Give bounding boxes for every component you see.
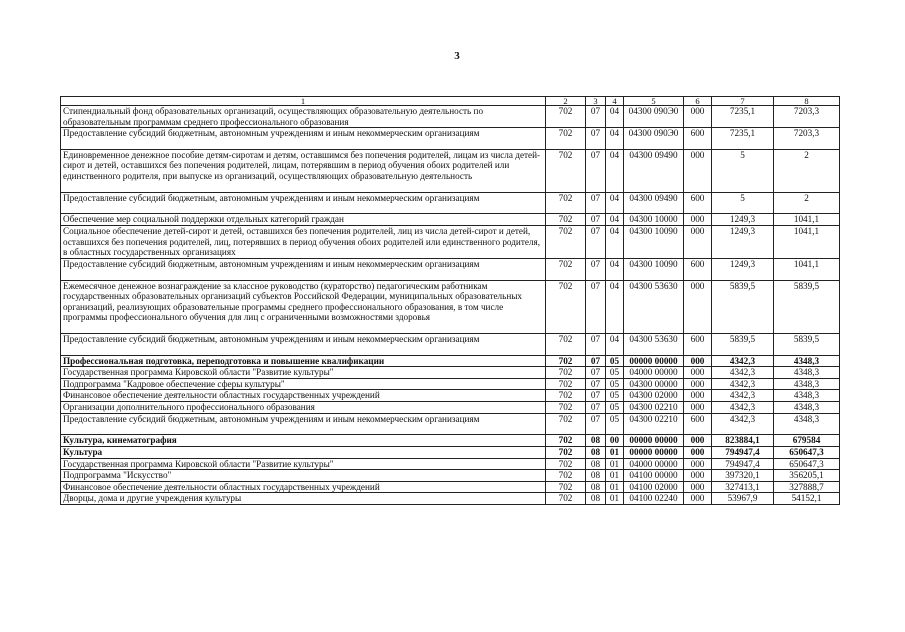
row-section-cell: 07 (586, 402, 606, 414)
row-value-2-cell: 7203,3 (774, 128, 840, 150)
row-target-cell: 00000 00000 (624, 446, 684, 458)
row-name-cell: Предоставление субсидий бюджетным, автономным учреждениям и иным некоммерческим организациям (61, 413, 546, 435)
row-section-cell: 07 (586, 149, 606, 192)
row-value-1-cell: 7235,1 (712, 106, 774, 128)
table-row (61, 355, 840, 367)
row-name-cell: Организации дополнительного профессионального образования (61, 402, 546, 414)
row-target-cell: 04300 00000 (624, 378, 684, 390)
row-subsection-cell: 04 (606, 280, 624, 334)
row-target-cell: 04300 10090 (624, 226, 684, 259)
row-kind-cell: 600 (684, 128, 712, 150)
row-section-cell: 08 (586, 435, 606, 447)
row-subsection-cell: 04 (606, 106, 624, 128)
row-value-1-cell: 4342,3 (712, 367, 774, 379)
row-code-cell: 702 (546, 470, 586, 482)
table-row (61, 106, 840, 128)
row-section-cell: 07 (586, 128, 606, 150)
row-kind-cell: 000 (684, 390, 712, 402)
row-kind-cell: 000 (684, 367, 712, 379)
row-name-cell: Культура, кинематография (61, 435, 546, 447)
row-value-2-cell: 7203,3 (774, 106, 840, 128)
row-value-1-cell: 53967,9 (712, 493, 774, 505)
row-kind-cell: 000 (684, 470, 712, 482)
table-row (61, 493, 840, 505)
row-value-1-cell: 5 (712, 149, 774, 192)
row-code-cell: 702 (546, 367, 586, 379)
row-kind-cell: 000 (684, 402, 712, 414)
row-kind-cell: 000 (684, 226, 712, 259)
row-kind-cell: 000 (684, 458, 712, 470)
row-kind-cell: 600 (684, 334, 712, 356)
row-value-2-cell: 650647,3 (774, 458, 840, 470)
row-target-cell: 00000 00000 (624, 435, 684, 447)
row-value-2-cell: 5839,5 (774, 334, 840, 356)
column-header: 8 (774, 97, 840, 106)
row-value-2-cell: 1041,1 (774, 214, 840, 226)
row-value-2-cell: 4348,3 (774, 378, 840, 390)
row-value-1-cell: 4342,3 (712, 402, 774, 414)
row-section-cell: 07 (586, 226, 606, 259)
row-value-2-cell: 327888,7 (774, 481, 840, 493)
row-code-cell: 702 (546, 446, 586, 458)
row-section-cell: 08 (586, 470, 606, 482)
row-subsection-cell: 05 (606, 367, 624, 379)
table-row (61, 446, 840, 458)
row-kind-cell: 000 (684, 481, 712, 493)
row-name-cell: Ежемесячное денежное вознаграждение за классное руководство (кураторство) педагогическим работникам государственных образовательных организаций субъектов Российской Федерации, муниципальных образовательных организаций, реализующих образовательные программы среднего профессионального образования, в том числе программы профессионального обучения для лиц с ограниченными возможностями здоровья (61, 280, 546, 334)
row-code-cell: 702 (546, 128, 586, 150)
row-name-cell: Предоставление субсидий бюджетным, автономным учреждениям и иным некоммерческим организациям (61, 334, 546, 356)
row-section-cell: 07 (586, 214, 606, 226)
row-value-1-cell: 823884,1 (712, 435, 774, 447)
row-target-cell: 04300 53630 (624, 334, 684, 356)
header-row (61, 97, 840, 106)
row-code-cell: 702 (546, 435, 586, 447)
row-target-cell: 04300 10090 (624, 258, 684, 280)
row-value-2-cell: 650647,3 (774, 446, 840, 458)
table-row (61, 435, 840, 447)
row-name-cell: Подпрограмма "Искусство" (61, 470, 546, 482)
row-subsection-cell: 05 (606, 413, 624, 435)
row-section-cell: 07 (586, 334, 606, 356)
row-target-cell: 00000 00000 (624, 355, 684, 367)
row-subsection-cell: 04 (606, 128, 624, 150)
table-row (61, 378, 840, 390)
row-code-cell: 702 (546, 214, 586, 226)
row-value-1-cell: 397320,1 (712, 470, 774, 482)
row-subsection-cell: 04 (606, 192, 624, 214)
row-kind-cell: 000 (684, 435, 712, 447)
row-subsection-cell: 04 (606, 258, 624, 280)
row-value-1-cell: 794947,4 (712, 446, 774, 458)
row-code-cell: 702 (546, 493, 586, 505)
row-kind-cell: 000 (684, 106, 712, 128)
row-code-cell: 702 (546, 378, 586, 390)
row-value-2-cell: 4348,3 (774, 413, 840, 435)
row-name-cell: Подпрограмма "Кадровое обеспечение сферы культуры" (61, 378, 546, 390)
table-row (61, 149, 840, 192)
row-subsection-cell: 01 (606, 481, 624, 493)
row-code-cell: 702 (546, 149, 586, 192)
row-kind-cell: 600 (684, 192, 712, 214)
row-target-cell: 04100 02000 (624, 481, 684, 493)
table-row (61, 367, 840, 379)
row-subsection-cell: 04 (606, 226, 624, 259)
row-value-2-cell: 4348,3 (774, 355, 840, 367)
column-header: 2 (546, 97, 586, 106)
row-section-cell: 07 (586, 258, 606, 280)
row-target-cell: 04300 09490 (624, 149, 684, 192)
row-value-1-cell: 5839,5 (712, 334, 774, 356)
row-subsection-cell: 04 (606, 214, 624, 226)
row-section-cell: 07 (586, 280, 606, 334)
row-subsection-cell: 01 (606, 458, 624, 470)
row-kind-cell: 600 (684, 413, 712, 435)
column-header: 6 (684, 97, 712, 106)
column-header: 4 (606, 97, 624, 106)
row-subsection-cell: 05 (606, 402, 624, 414)
row-subsection-cell: 05 (606, 355, 624, 367)
row-code-cell: 702 (546, 355, 586, 367)
row-target-cell: 04300 10000 (624, 214, 684, 226)
row-kind-cell: 000 (684, 378, 712, 390)
row-value-1-cell: 1249,3 (712, 226, 774, 259)
row-subsection-cell: 04 (606, 334, 624, 356)
row-target-cell: 04300 02210 (624, 402, 684, 414)
row-target-cell: 04300 090Э0 (624, 128, 684, 150)
table-row (61, 192, 840, 214)
row-section-cell: 07 (586, 390, 606, 402)
row-subsection-cell: 04 (606, 149, 624, 192)
row-section-cell: 08 (586, 446, 606, 458)
row-value-2-cell: 5839,5 (774, 280, 840, 334)
row-value-1-cell: 4342,3 (712, 390, 774, 402)
row-name-cell: Культура (61, 446, 546, 458)
row-code-cell: 702 (546, 481, 586, 493)
row-name-cell: Предоставление субсидий бюджетным, автономным учреждениям и иным некоммерческим организациям (61, 128, 546, 150)
table-row (61, 390, 840, 402)
row-target-cell: 04300 02000 (624, 390, 684, 402)
row-target-cell: 04300 090Э0 (624, 106, 684, 128)
row-target-cell: 04300 09490 (624, 192, 684, 214)
row-value-2-cell: 356205,1 (774, 470, 840, 482)
row-value-2-cell: 679584 (774, 435, 840, 447)
row-target-cell: 04100 00000 (624, 470, 684, 482)
row-kind-cell: 000 (684, 355, 712, 367)
row-value-1-cell: 1249,3 (712, 258, 774, 280)
row-name-cell: Социальное обеспечение детей-сирот и детей, оставшихся без попечения родителей, лиц из числа детей-сирот и детей, оставшихся без попечения родителей, лиц, потерявших в период обучения обоих родителей или единственного родителя, в областных государственных организациях (61, 226, 546, 259)
row-code-cell: 702 (546, 192, 586, 214)
row-section-cell: 08 (586, 493, 606, 505)
row-name-cell: Дворцы, дома и другие учреждения культуры (61, 493, 546, 505)
row-section-cell: 07 (586, 192, 606, 214)
budget-table (60, 96, 840, 505)
row-code-cell: 702 (546, 402, 586, 414)
row-code-cell: 702 (546, 226, 586, 259)
row-name-cell: Финансовое обеспечение деятельности областных государственных учреждений (61, 481, 546, 493)
row-code-cell: 702 (546, 413, 586, 435)
row-name-cell: Предоставление субсидий бюджетным, автономным учреждениям и иным некоммерческим организациям (61, 192, 546, 214)
row-code-cell: 702 (546, 334, 586, 356)
row-code-cell: 702 (546, 280, 586, 334)
table-row (61, 334, 840, 356)
row-value-1-cell: 794947,4 (712, 458, 774, 470)
row-value-1-cell: 327413,1 (712, 481, 774, 493)
row-value-2-cell: 1041,1 (774, 258, 840, 280)
row-value-1-cell: 4342,3 (712, 378, 774, 390)
row-value-2-cell: 54152,1 (774, 493, 840, 505)
row-section-cell: 07 (586, 413, 606, 435)
row-value-2-cell: 4348,3 (774, 367, 840, 379)
row-code-cell: 702 (546, 106, 586, 128)
row-section-cell: 08 (586, 458, 606, 470)
row-target-cell: 04000 00000 (624, 458, 684, 470)
table-row (61, 413, 840, 435)
row-code-cell: 702 (546, 458, 586, 470)
table-row (61, 470, 840, 482)
table-row (61, 481, 840, 493)
row-target-cell: 04000 00000 (624, 367, 684, 379)
row-subsection-cell: 01 (606, 470, 624, 482)
row-name-cell: Финансовое обеспечение деятельности областных государственных учреждений (61, 390, 546, 402)
row-code-cell: 702 (546, 390, 586, 402)
column-header: 1 (61, 97, 546, 106)
row-name-cell: Единовременное денежное пособие детям-сиротам и детям, оставшимся без попечения родителей, лицам из числа детей-сирот и детей, оставшихся без попечения родителей, лицам, потерявшим в период обучения обоих родителей или единственного родителя, при выпуске из организаций, осуществляющих образовательную деятельность (61, 149, 546, 192)
row-value-1-cell: 4342,3 (712, 413, 774, 435)
table-row (61, 280, 840, 334)
row-value-1-cell: 7235,1 (712, 128, 774, 150)
row-kind-cell: 000 (684, 214, 712, 226)
table-row (61, 226, 840, 259)
row-value-2-cell: 4348,3 (774, 390, 840, 402)
row-section-cell: 07 (586, 106, 606, 128)
row-target-cell: 04300 53630 (624, 280, 684, 334)
row-target-cell: 04300 02210 (624, 413, 684, 435)
row-value-2-cell: 4348,3 (774, 402, 840, 414)
row-name-cell: Стипендиальный фонд образовательных организаций, осуществляющих образовательную деятельность по образовательным программам среднего профессионального образования (61, 106, 546, 128)
table-row (61, 128, 840, 150)
column-header: 7 (712, 97, 774, 106)
row-subsection-cell: 01 (606, 446, 624, 458)
row-value-2-cell: 2 (774, 149, 840, 192)
row-name-cell: Предоставление субсидий бюджетным, автономным учреждениям и иным некоммерческим организациям (61, 258, 546, 280)
page-number: 3 (454, 50, 460, 62)
row-name-cell: Обеспечение мер социальной поддержки отдельных категорий граждан (61, 214, 546, 226)
table-row (61, 214, 840, 226)
row-value-2-cell: 2 (774, 192, 840, 214)
row-value-1-cell: 5839,5 (712, 280, 774, 334)
row-name-cell: Государственная программа Кировской области "Развитие культуры" (61, 458, 546, 470)
table-row (61, 402, 840, 414)
row-value-1-cell: 5 (712, 192, 774, 214)
row-kind-cell: 000 (684, 149, 712, 192)
row-value-2-cell: 1041,1 (774, 226, 840, 259)
row-kind-cell: 000 (684, 280, 712, 334)
row-section-cell: 07 (586, 378, 606, 390)
row-subsection-cell: 05 (606, 378, 624, 390)
row-section-cell: 07 (586, 367, 606, 379)
row-section-cell: 08 (586, 481, 606, 493)
row-target-cell: 04100 02240 (624, 493, 684, 505)
row-kind-cell: 600 (684, 258, 712, 280)
column-header: 5 (624, 97, 684, 106)
row-kind-cell: 000 (684, 446, 712, 458)
row-value-1-cell: 4342,3 (712, 355, 774, 367)
table-row (61, 258, 840, 280)
row-name-cell: Профессиональная подготовка, переподготовка и повышение квалификации (61, 355, 546, 367)
row-value-1-cell: 1249,3 (712, 214, 774, 226)
table-row (61, 458, 840, 470)
row-subsection-cell: 05 (606, 390, 624, 402)
row-subsection-cell: 01 (606, 493, 624, 505)
row-section-cell: 07 (586, 355, 606, 367)
row-code-cell: 702 (546, 258, 586, 280)
row-subsection-cell: 00 (606, 435, 624, 447)
row-name-cell: Государственная программа Кировской области "Развитие культуры" (61, 367, 546, 379)
column-header: 3 (586, 97, 606, 106)
row-kind-cell: 000 (684, 493, 712, 505)
